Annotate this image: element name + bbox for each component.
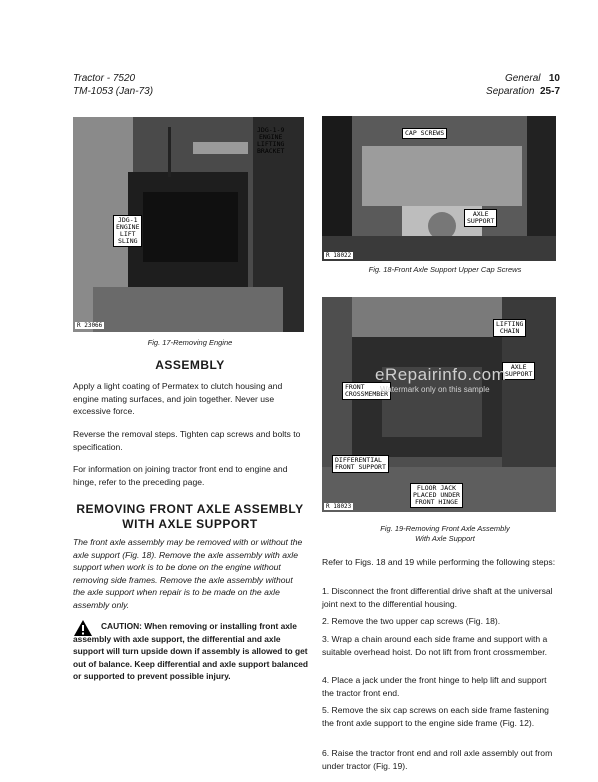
header-page-number: 25-7 <box>539 86 560 97</box>
step-6: 6. Raise the tractor front end and roll axle assembly out from under tractor (Fig. 19). <box>322 748 553 771</box>
header-section-info <box>478 72 560 98</box>
header-subsection: Separation <box>486 86 535 97</box>
removing-heading-line1: REMOVING FRONT AXLE ASSEMBLY <box>76 502 304 516</box>
fig19-label-differential: DIFFERENTIAL FRONT SUPPORT <box>332 455 389 473</box>
fig18-photo <box>322 116 556 261</box>
header-section: General <box>504 73 541 84</box>
fig18-caption: Fig. 18-Front Axle Support Upper Cap Screws <box>368 265 522 274</box>
removing-heading-line2: WITH AXLE SUPPORT <box>122 517 258 531</box>
fig19-caption <box>365 524 525 544</box>
fig19-caption-line1: Fig. 19-Removing Front Axle Assembly <box>380 524 510 533</box>
fig18-label-axle-support: AXLE SUPPORT <box>464 209 497 227</box>
fig19-label-front-crossmember: FRONT CROSSMEMBER <box>342 382 391 400</box>
removing-intro: The front axle assembly may be removed with or without the axle support (Fig. 18). Remove the axle assembly with axle support when work is to be done on the engine without removing side frames. Remove the axle assembly without the axle support when repair is to be made on the axle assembly only. <box>73 537 303 610</box>
step-5: 5. Remove the six cap screws on each side frame fastening the front axle support to the engine side frame (Fig. 12). <box>322 705 549 728</box>
header-section-number: 10 <box>548 73 560 84</box>
fig17-caption: Fig. 17-Removing Engine <box>147 338 233 347</box>
fig19-label-floor-jack: FLOOR JACK PLACED UNDER FRONT HINGE <box>410 483 463 508</box>
step-2: 2. Remove the two upper cap screws (Fig. 18). <box>322 616 501 626</box>
fig17-photo <box>73 117 304 332</box>
fig17-label-bracket: JDG-1-9 ENGINE LIFTING BRACKET <box>257 126 285 155</box>
header-manual-info <box>73 72 153 98</box>
fig17-label-sling: JDG-1 ENGINE LIFT SLING <box>113 215 142 247</box>
steps-intro: Refer to Figs. 18 and 19 while performing the following steps: <box>322 557 556 567</box>
fig18-id: R 18022 <box>326 252 352 259</box>
step-4: 4. Place a jack under the front hinge to help lift and support the tractor front end. <box>322 675 547 698</box>
fig18-label-cap-screws: CAP SCREWS <box>402 128 447 139</box>
assembly-para-2: Reverse the removal steps. Tighten cap screws and bolts to specification. <box>73 429 301 452</box>
header-tm-number: TM-1053 (Jan-73) <box>73 86 154 97</box>
step-3: 3. Wrap a chain around each side frame and support with a suitable overhead hoist. Do not lift from front crossmember. <box>322 634 548 657</box>
fig19-caption-line2: With Axle Support <box>415 534 475 543</box>
fig19-id: R 18023 <box>326 503 352 510</box>
fig19-label-axle-support: AXLE SUPPORT <box>502 362 535 380</box>
assembly-para-3: For information on joining tractor front end to engine and hinge, refer to the preceding page. <box>73 464 288 487</box>
fig17-id: R 23066 <box>77 322 103 329</box>
watermark-main: eRepairinfo.com <box>375 365 507 384</box>
fig19-photo <box>322 297 556 512</box>
assembly-para-1: Apply a light coating of Permatex to clutch housing and engine mating surfaces, and join together. Never use excessive force. <box>73 381 283 416</box>
fig19-label-lifting-chain: LIFTING CHAIN <box>493 319 526 337</box>
removing-heading <box>73 502 307 532</box>
header-model: Tractor - 7520 <box>73 73 136 84</box>
caution-text: CAUTION: When removing or installing front axle assembly with axle support, the differential and axle support will turn upside down if assembly is allowed to get out of balance. Keep differential and axle support balanced or supported to prevent possible injury. <box>73 621 309 681</box>
step-1: 1. Disconnect the front differential drive shaft at the universal joint next to the differential housing. <box>322 586 553 609</box>
watermark-sub: Watermark only on this sample <box>380 385 490 394</box>
assembly-heading: ASSEMBLY <box>155 358 225 372</box>
